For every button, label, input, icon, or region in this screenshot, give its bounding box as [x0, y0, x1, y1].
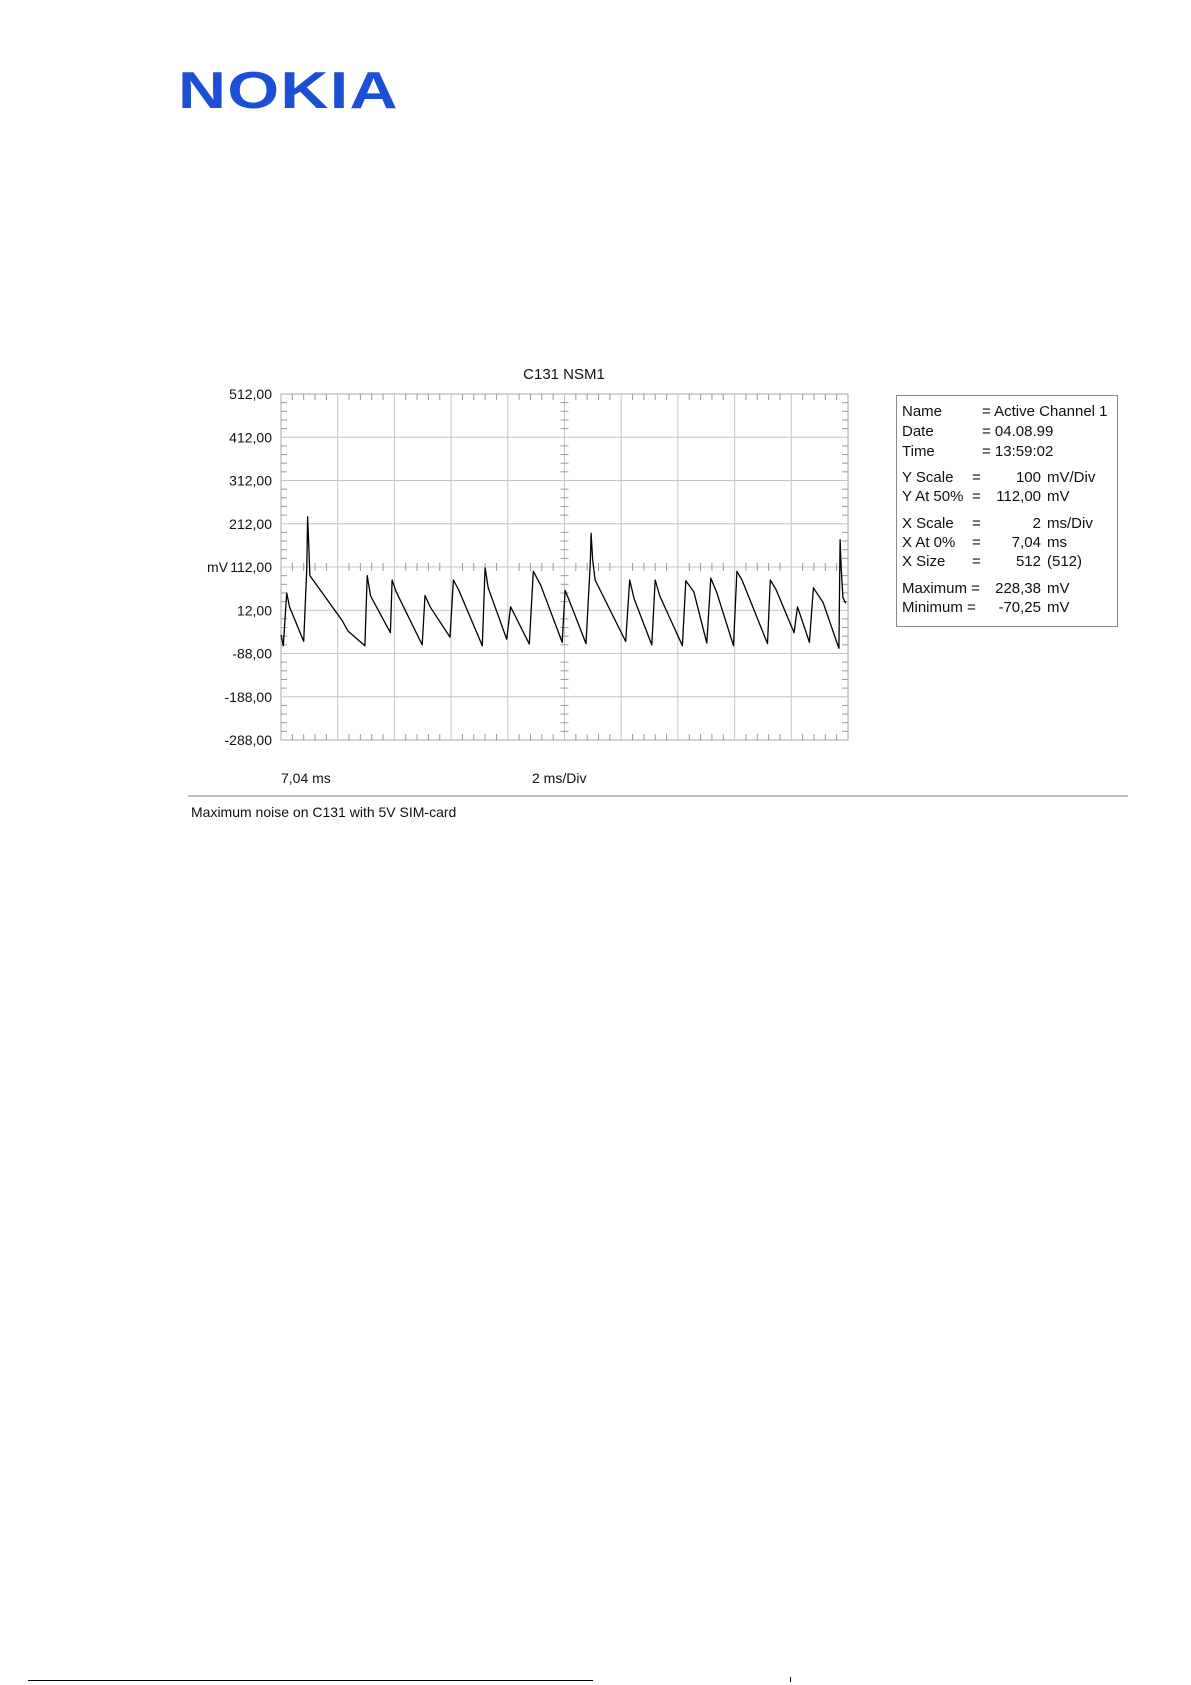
chart-grid: [281, 394, 848, 740]
y-tick-label: 512,00: [229, 386, 272, 402]
y-tick-label: 212,00: [229, 515, 272, 532]
info-xscale-value: 2: [1032, 515, 1041, 532]
info-max-value: 228,38: [995, 580, 1041, 597]
info-yat-value: 112,00: [996, 488, 1041, 505]
y-tick-label: -288,00: [224, 732, 272, 748]
footer-mark: [790, 1677, 791, 1682]
signal-trace: [281, 517, 846, 649]
info-time-value: = 13:59:02: [982, 443, 1054, 460]
y-tick-label: 412,00: [229, 429, 272, 446]
caption-divider: [188, 795, 1128, 797]
info-name-label: Name: [902, 403, 943, 420]
y-tick-label: 312,00: [229, 472, 272, 489]
info-yscale-label: Y Scale: [902, 469, 954, 486]
info-xscale-unit: ms/Div: [1047, 515, 1093, 532]
channel-info-panel: [896, 395, 1118, 627]
info-yat-label: Y At 50%: [902, 488, 964, 505]
info-max-label: Maximum =: [902, 580, 980, 597]
info-xat-label: X At 0%: [902, 534, 956, 551]
info-min-label: Minimum =: [902, 599, 976, 616]
info-name-value: = Active Channel 1: [982, 403, 1108, 420]
y-tick-label: 112,00: [230, 559, 272, 575]
figure-caption: Maximum noise on C131 with 5V SIM-card: [191, 804, 457, 820]
info-min-unit: mV: [1047, 599, 1070, 616]
info-xsize-label: X Size: [902, 553, 946, 570]
info-xat-eq: =: [972, 534, 981, 551]
info-yat-eq: =: [972, 488, 981, 505]
y-tick-label: -88,00: [232, 645, 272, 662]
info-yscale-unit: mV/Div: [1047, 469, 1096, 486]
y-tick-label: 12,00: [236, 602, 272, 619]
info-max-unit: mV: [1047, 580, 1070, 597]
info-xat-value: 7,04: [1011, 534, 1041, 551]
x-start-label: 7,04 ms: [281, 770, 331, 786]
y-tick-label: -188,00: [224, 688, 272, 705]
info-yscale-value: 100: [1015, 469, 1041, 486]
footer-rule: [28, 1680, 593, 1681]
info-date-value: = 04.08.99: [982, 423, 1054, 440]
x-scale-label: 2 ms/Div: [532, 770, 587, 786]
info-xscale-label: X Scale: [902, 515, 954, 532]
chart-title: C131 NSM1: [523, 366, 605, 383]
info-date-label: Date: [902, 423, 934, 440]
info-xsize-value: 512: [1015, 553, 1041, 570]
info-yat-unit: mV: [1047, 488, 1070, 505]
info-time-label: Time: [902, 443, 935, 460]
info-min-value: -70,25: [998, 599, 1041, 616]
info-xsize-unit: (512): [1047, 553, 1083, 570]
y-tick-labels: [225, 386, 273, 748]
signal-trace-group: [281, 517, 846, 649]
logo-wordmark: NOKIA: [178, 62, 399, 120]
y-axis-unit-label: mV: [207, 559, 228, 575]
info-xsize-eq: =: [972, 553, 981, 570]
info-yscale-eq: =: [972, 469, 981, 486]
info-xscale-eq: =: [972, 515, 981, 532]
info-xat-unit: ms: [1047, 534, 1067, 551]
